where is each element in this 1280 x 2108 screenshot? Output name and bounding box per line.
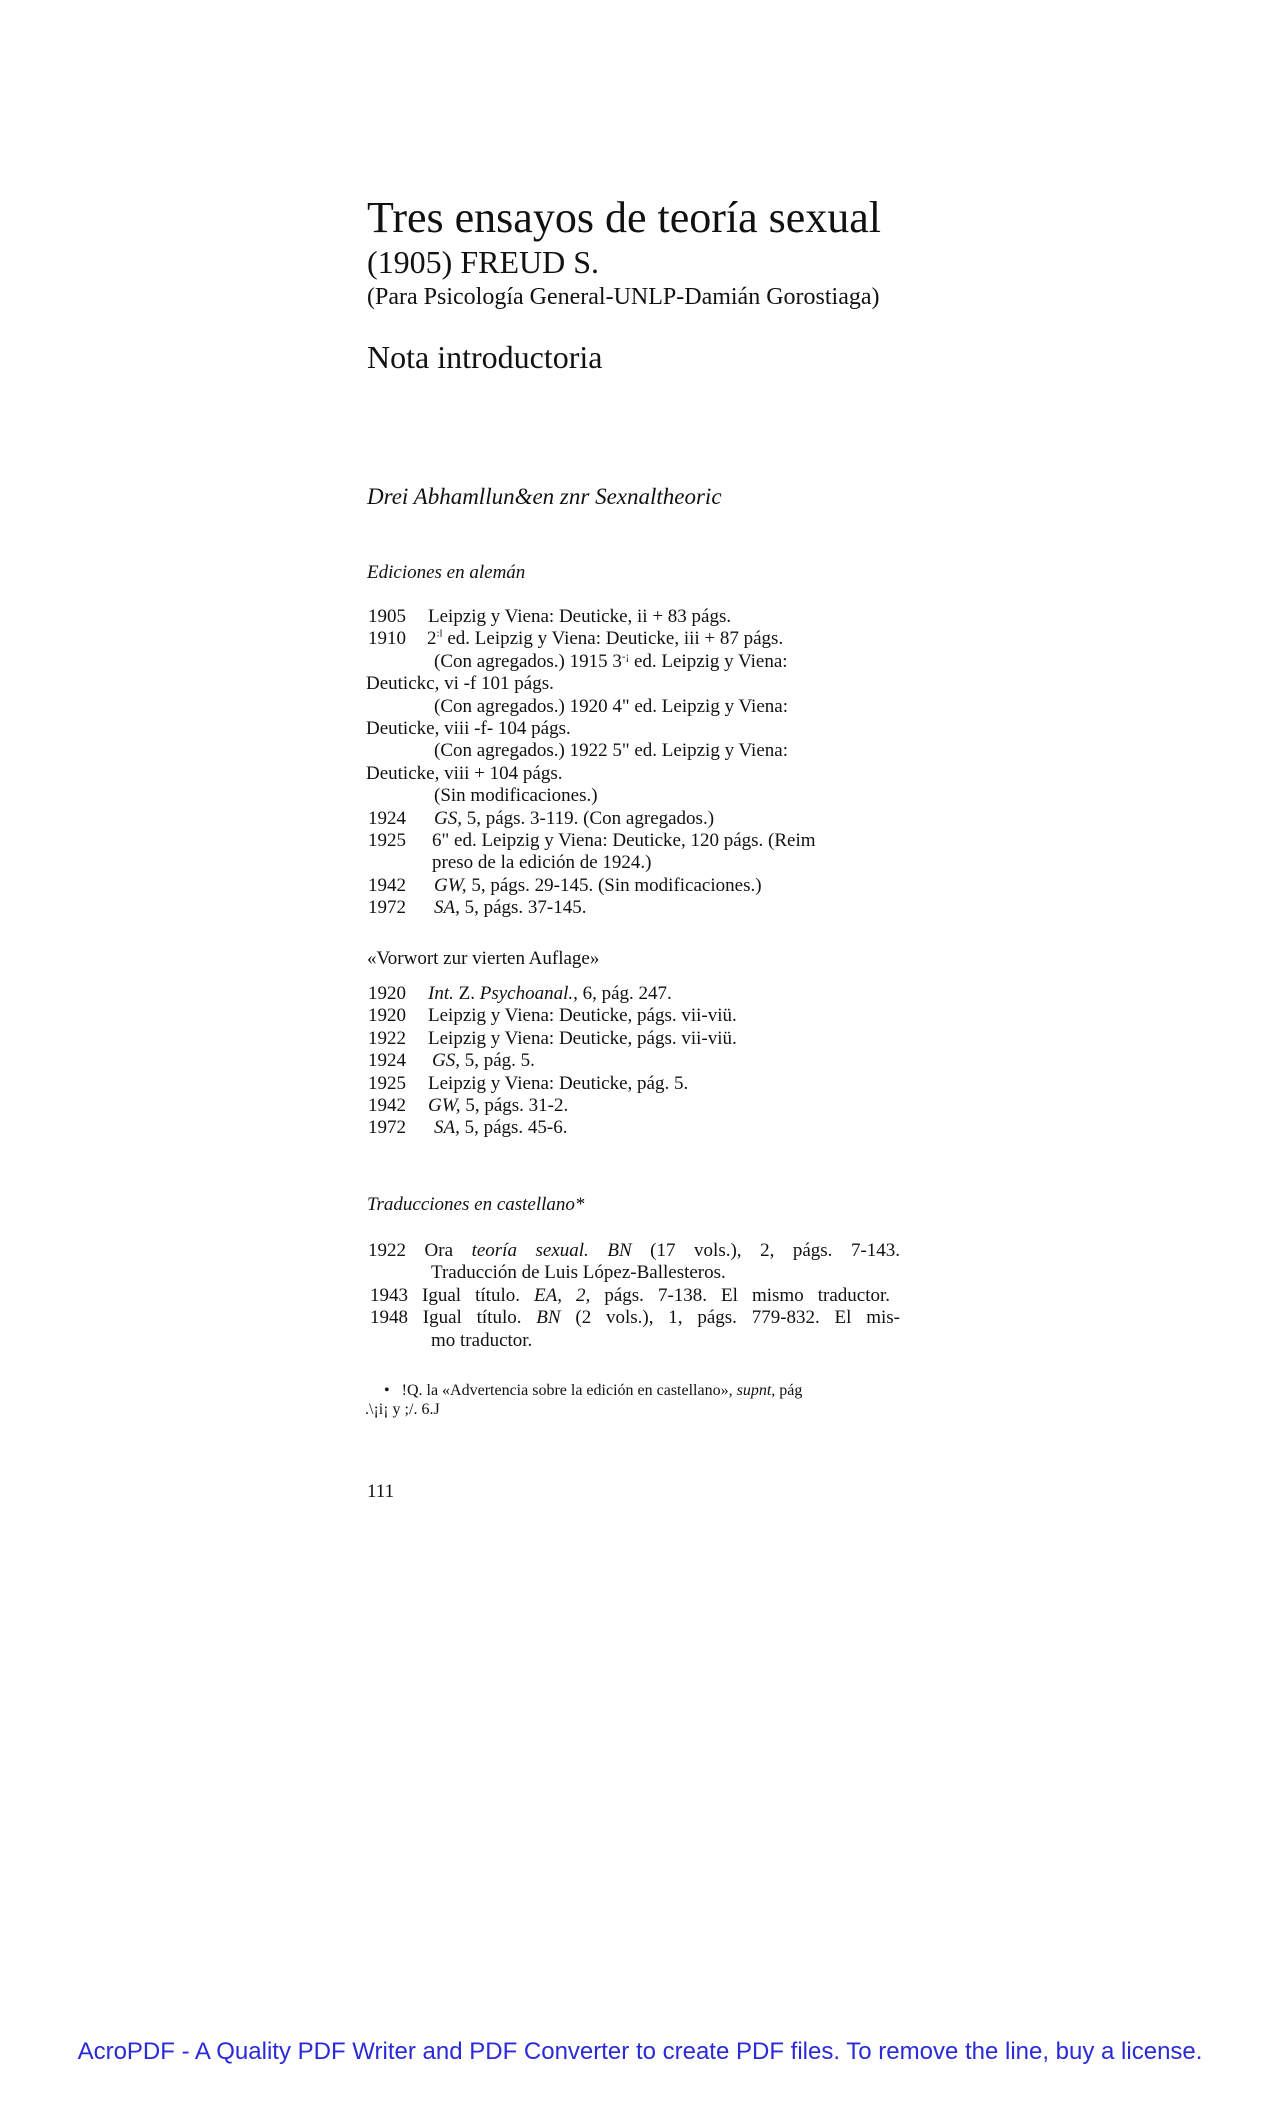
entry-text: (17 vols.), 2, págs. 7-143. bbox=[650, 1240, 901, 1261]
entry-abbrev: GW, bbox=[428, 1095, 461, 1117]
entry-text: 5, págs. 45-6. bbox=[459, 1117, 568, 1139]
entry-text: (Con agregados.) 1922 5" ed. Leipzig y Viena: bbox=[434, 740, 788, 762]
entry-year: 1972 bbox=[368, 897, 406, 919]
entry-year: 1925 bbox=[368, 830, 406, 852]
list-item bbox=[368, 852, 908, 874]
entry-text: mo traductor. bbox=[431, 1329, 533, 1351]
list-item bbox=[368, 1240, 900, 1262]
german-title: Drei Abhamllun&en znr Sexnaltheoric bbox=[367, 484, 722, 509]
entry-title: teoría sexual. bbox=[471, 1240, 589, 1261]
entry-abbrev: GS, bbox=[432, 1050, 460, 1072]
translations-list bbox=[368, 1240, 900, 1352]
entry-text: (2 vols.), 1, págs. 779-832. El mis- bbox=[575, 1307, 901, 1329]
entry-abbrev: BN bbox=[536, 1307, 561, 1329]
entry-year: 1922 bbox=[368, 1027, 406, 1049]
entry-year: 1924 bbox=[368, 1050, 406, 1072]
list-item bbox=[368, 1005, 908, 1027]
entry-year: 1972 bbox=[368, 1117, 406, 1139]
list-item bbox=[368, 1307, 900, 1329]
list-item bbox=[368, 1028, 908, 1050]
list-item bbox=[368, 1285, 890, 1307]
entry-text: págs. 7-138. El mismo traductor. bbox=[604, 1284, 891, 1306]
entry-text-prefix: (Con agregados.) 1915 3 bbox=[434, 650, 622, 672]
list-item bbox=[368, 808, 908, 830]
entry-text: 5, págs. 3-119. (Con agregados.) bbox=[461, 807, 715, 829]
list-item bbox=[368, 897, 908, 919]
footnote-text: .\¡i¡ y ;/. 6.J bbox=[365, 1401, 440, 1418]
list-item bbox=[368, 1095, 908, 1117]
entry-text: 6" ed. Leipzig y Viena: Deuticke, 120 págs. (Reim bbox=[432, 830, 816, 852]
entry-year: 1924 bbox=[368, 807, 406, 829]
german-editions-heading: Ediciones en alemán bbox=[367, 562, 526, 583]
entry-text: Traducción de Luis López-Ballesteros. bbox=[431, 1262, 726, 1284]
entry-text: (Con agregados.) 1920 4" ed. Leipzig y Viena: bbox=[434, 695, 788, 717]
list-item bbox=[366, 718, 908, 740]
entry-text-prefix: 2 bbox=[427, 628, 437, 650]
entry-text: 6, pág. 247. bbox=[577, 983, 672, 1004]
entry-year: 1925 bbox=[368, 1072, 406, 1094]
footnote-text: pág bbox=[779, 1382, 803, 1399]
entry-year: 1910 bbox=[368, 628, 406, 650]
vorwort-heading: «Vorwort zur vierten Auflage» bbox=[367, 948, 600, 969]
entry-superscript: :l bbox=[436, 628, 443, 641]
page-number: 111 bbox=[367, 1481, 395, 1502]
entry-text: 5, págs. 31-2. bbox=[460, 1095, 569, 1117]
entry-text: 1948 Igual título. bbox=[370, 1307, 522, 1329]
entry-text: ed. Leipzig y Viena: Deuticke, iii + 87 págs. bbox=[442, 628, 784, 650]
entry-abbrev: BN bbox=[607, 1240, 632, 1261]
footnote-line bbox=[365, 1400, 440, 1419]
list-item bbox=[368, 1330, 900, 1352]
entry-abbrev: GS, bbox=[434, 807, 462, 829]
footnote-bullet: • bbox=[384, 1382, 390, 1399]
acropdf-banner: AcroPDF - A Quality PDF Writer and PDF Converter to create PDF files. To remove the line, buy a license. bbox=[77, 2038, 1203, 2065]
course-note: (Para Psicología General-UNLP-Damián Gorostiaga) bbox=[367, 284, 880, 310]
entry-text: Deuticke, viii + 104 págs. bbox=[366, 762, 563, 784]
list-item bbox=[368, 1073, 908, 1095]
entry-abbrev: SA, bbox=[434, 897, 460, 919]
section-title: Nota introductoria bbox=[367, 339, 603, 375]
entry-superscript: -¡ bbox=[621, 650, 630, 663]
entry-abbrev: Int. bbox=[428, 983, 454, 1004]
entry-year: 1905 bbox=[368, 606, 406, 627]
list-item bbox=[368, 740, 908, 762]
list-item bbox=[368, 651, 908, 673]
entry-text: 5, págs. 37-145. bbox=[459, 897, 587, 919]
entry-text: 1922 Ora bbox=[368, 1240, 454, 1261]
list-item bbox=[368, 606, 908, 628]
entry-text: Leipzig y Viena: Deuticke, pág. 5. bbox=[428, 1072, 689, 1094]
translations-heading: Traducciones en castellano* bbox=[367, 1194, 585, 1215]
german-editions-list bbox=[368, 606, 908, 920]
list-item bbox=[368, 785, 908, 807]
entry-abbrev: SA, bbox=[434, 1117, 460, 1139]
entry-text: Leipzig y Viena: Deuticke, págs. vii-viü. bbox=[428, 1005, 737, 1027]
entry-text: Deutickc, vi -f 101 págs. bbox=[366, 673, 554, 695]
list-item bbox=[368, 875, 908, 897]
list-item bbox=[368, 1117, 908, 1139]
entry-text: 5, pág. 5. bbox=[459, 1050, 535, 1072]
list-item bbox=[368, 830, 908, 852]
document-title: Tres ensayos de teoría sexual bbox=[367, 193, 882, 242]
entry-year: 1942 bbox=[368, 874, 406, 896]
entry-text: ed. Leipzig y Viena: bbox=[629, 650, 788, 672]
entry-abbrev: Psychoanal., bbox=[479, 983, 578, 1004]
footnote-line bbox=[384, 1381, 802, 1400]
entry-text: Deuticke, viii -f- 104 págs. bbox=[366, 718, 571, 740]
document-subtitle: (1905) FREUD S. bbox=[367, 244, 600, 280]
entry-text: 5, págs. 29-145. (Sin modificaciones.) bbox=[466, 874, 762, 896]
list-item bbox=[368, 1262, 900, 1284]
entry-text: Leipzig y Viena: Deuticke, ii + 83 págs. bbox=[428, 606, 732, 627]
entry-year: 1920 bbox=[368, 1005, 406, 1027]
footnote-abbrev: supnt, bbox=[736, 1382, 776, 1399]
list-item bbox=[368, 983, 908, 1005]
entry-abbrev: EA, 2, bbox=[534, 1284, 591, 1306]
list-item bbox=[366, 673, 908, 695]
footnote-text: !Q. la «Advertencia sobre la edición en castellano», bbox=[401, 1382, 733, 1399]
entry-text: Leipzig y Viena: Deuticke, págs. vii-viü. bbox=[428, 1027, 737, 1049]
entry-text-mid: Z. bbox=[453, 983, 480, 1004]
entry-year: 1920 bbox=[368, 983, 406, 1004]
list-item bbox=[368, 696, 908, 718]
list-item bbox=[368, 628, 908, 650]
entry-year: 1942 bbox=[368, 1095, 406, 1117]
list-item bbox=[368, 1050, 908, 1072]
entry-text: (Sin modificaciones.) bbox=[434, 785, 598, 807]
list-item bbox=[366, 763, 908, 785]
vorwort-list bbox=[368, 983, 908, 1140]
entry-abbrev: GW, bbox=[434, 874, 467, 896]
entry-text: 1943 Igual título. bbox=[370, 1284, 520, 1306]
entry-text: preso de la edición de 1924.) bbox=[432, 852, 652, 874]
